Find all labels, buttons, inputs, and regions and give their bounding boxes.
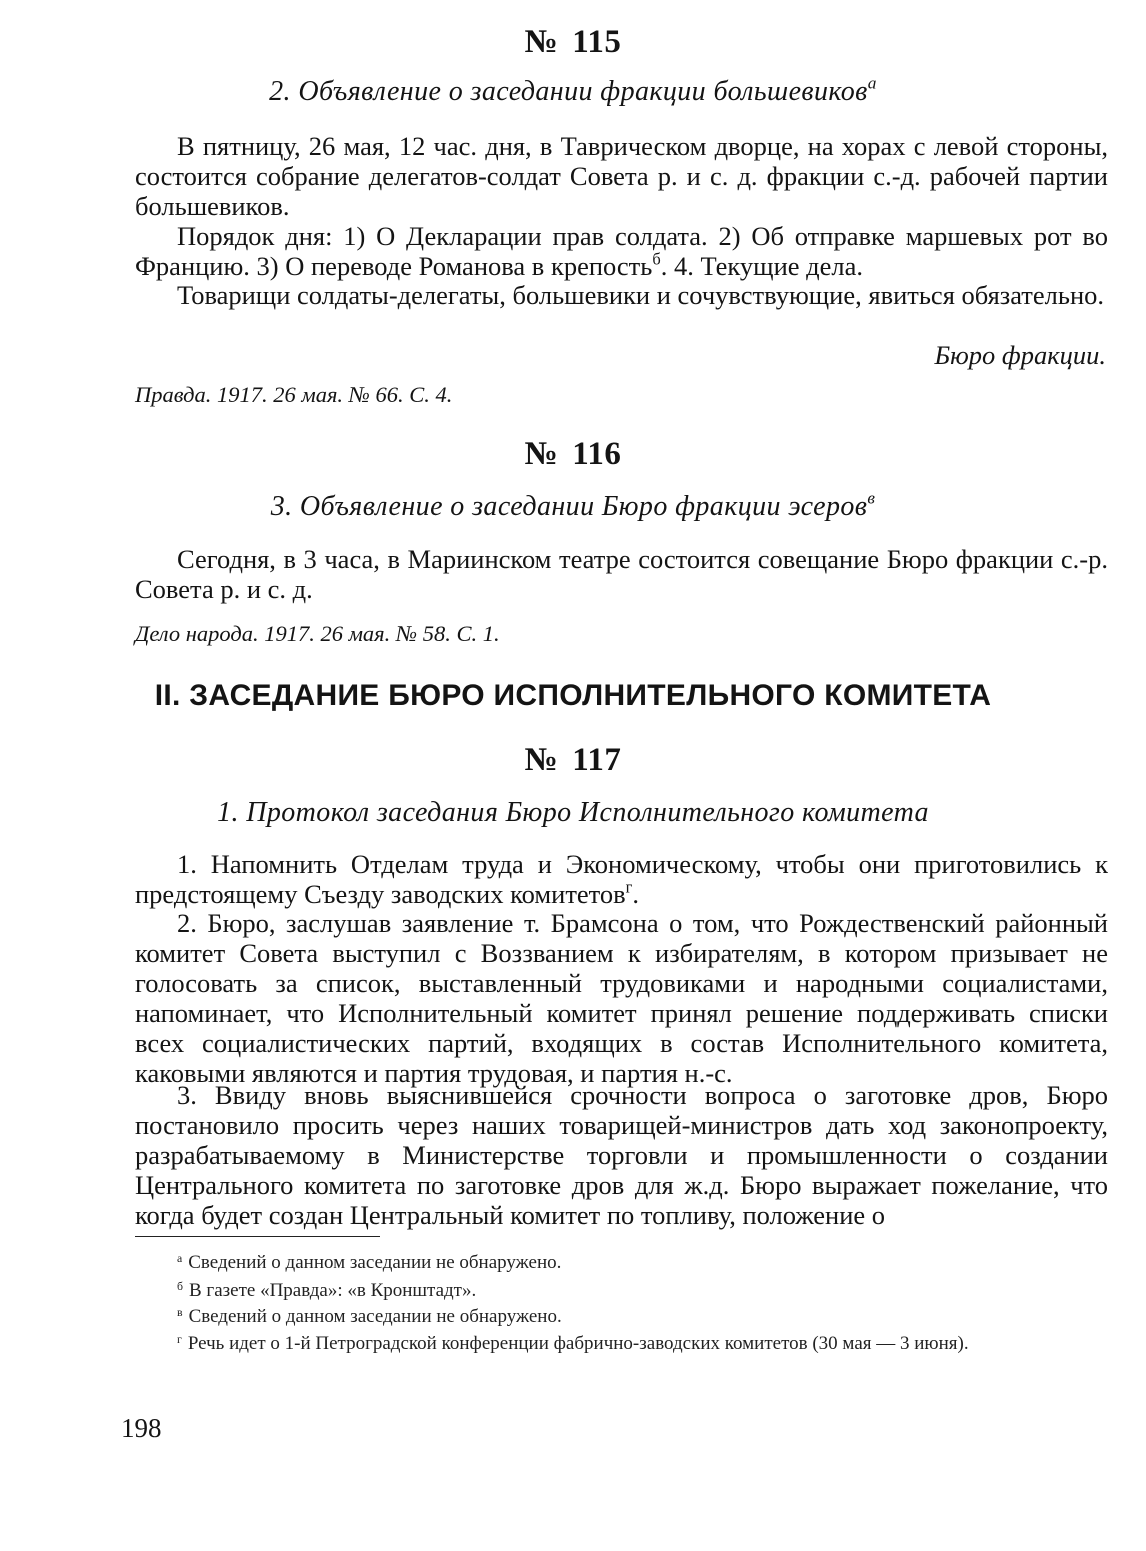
footnote-b: $^б$ В газете «Правда»: «в Кронштадт».	[177, 1279, 477, 1301]
document-115-source: Правда. 1917. 26 мая. № 66. С. 4.	[135, 382, 453, 407]
document-115-paragraph-3: Товарищи солдаты-делегаты, большевики и сочувствующие, явиться обязательно.	[177, 280, 1105, 310]
footnote-divider	[135, 1236, 380, 1237]
section-heading: II. ЗАСЕДАНИЕ БЮРО ИСПОЛНИТЕЛЬНОГО КОМИТЕТА	[154, 679, 992, 712]
footnote-ref-a[interactable]: а	[867, 73, 877, 93]
document-117-number: № 117	[524, 742, 622, 778]
document-116-paragraph-1: Сегодня, в 3 часа, в Мариинском театре состоится совещание Бюро фракции с.-р. Совета р. и с. д.	[135, 544, 1108, 604]
footnote-a: $^а$ Сведений о данном заседании не обнаружено.	[177, 1251, 562, 1273]
document-116-source: Дело народа. 1917. 26 мая. № 58. С. 1.	[135, 621, 500, 646]
footnote-g: $^г$ Речь идет о 1-й Петроградской конференции фабрично-заводских комитетов (30 мая — 3 июня).	[177, 1332, 969, 1354]
footnote-ref-v[interactable]: в	[867, 488, 876, 508]
footnote-ref-b[interactable]: б	[652, 249, 661, 269]
page-number: 198	[121, 1413, 162, 1443]
footnote-v: $^в$ Сведений о данном заседании не обнаружено.	[177, 1305, 562, 1327]
document-117-item-3: 3. Ввиду вновь выяснившейся срочности вопроса о заготовке дров, Бюро постановило просить через наших товарищей-министров дать ход законопроекту, разрабатываемому в Министерстве торговли и промышленности о создании Центрального комитета по заготовке дров для ж.д. Бюро выражает пожелание, что когда будет создан Центральный комитет по топливу, положение о	[135, 1080, 1108, 1230]
document-115-title: 2. Объявление о заседании фракции большевиков$^а$	[269, 73, 877, 107]
document-116-title: 3. Объявление о заседании Бюро фракции эсеров$^в$	[270, 488, 876, 522]
document-115-paragraph-1: В пятницу, 26 мая, 12 час. дня, в Таврическом дворце, на хорах с левой стороны, состоится собрание делегатов-солдат Совета р. и с. д. фракции с.-д. рабочей партии большевиков.	[135, 131, 1108, 221]
footnote-ref-g[interactable]: г	[625, 877, 633, 897]
document-117-title: 1. Протокол заседания Бюро Исполнительного комитета	[217, 797, 929, 828]
document-115-number: № 115	[524, 24, 622, 60]
document-116-number: № 116	[524, 436, 622, 472]
document-115-paragraph-2: Порядок дня: 1) О Декларации прав солдата. 2) Об отправке маршевых рот во Францию. 3) О переводе Романова в крепость$^б$. 4. Текущие дела.	[135, 221, 1108, 281]
document-117-item-1: 1. Напомнить Отделам труда и Экономическому, чтобы они приготовились к предстоящему Съезду заводских комитетов$^г$.	[135, 849, 1108, 909]
document-115-signature: Бюро фракции.	[934, 340, 1106, 370]
document-117-item-2: 2. Бюро, заслушав заявление т. Брамсона о том, что Рождественский районный комитет Совета выступил с Воззванием к избирателям, в котором призывает не голосовать за список, выставленный трудовиками и народными социалистами, напоминает, что Исполнительный комитет принял решение поддерживать списки всех социалистических партий, входящих в состав Исполнительного комитета, каковыми являются и партия трудовая, и партия н.-с.	[135, 908, 1108, 1088]
